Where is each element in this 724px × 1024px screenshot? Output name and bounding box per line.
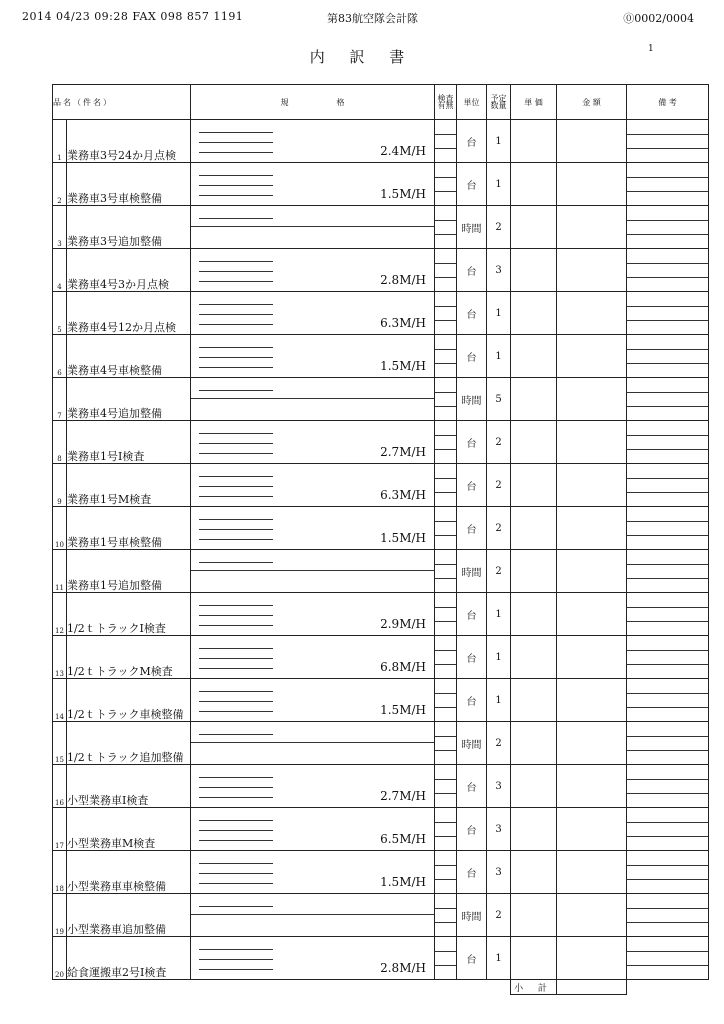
row-spec <box>191 636 435 679</box>
row-remarks <box>627 636 709 679</box>
row-spec-value: 2.9M/H <box>380 617 426 631</box>
row-check <box>435 421 457 464</box>
row-check <box>435 163 457 206</box>
row-check <box>435 292 457 335</box>
row-unit: 時間 <box>457 550 487 593</box>
row-item-name: 業務車1号Ⅰ検査 <box>67 421 191 464</box>
row-amount <box>557 464 627 507</box>
row-unit: 台 <box>457 120 487 163</box>
row-check <box>435 550 457 593</box>
row-check <box>435 507 457 550</box>
row-remarks <box>627 550 709 593</box>
row-qty: 2 <box>487 421 511 464</box>
row-remarks <box>627 120 709 163</box>
row-amount <box>557 679 627 722</box>
row-number: 10 <box>53 507 67 550</box>
table-row <box>53 593 709 636</box>
row-spec-value: 2.7M/H <box>380 445 426 459</box>
row-price <box>511 765 557 808</box>
row-item-name: 業務車3号追加整備 <box>67 206 191 249</box>
row-spec-value: 1.5M/H <box>380 187 426 201</box>
row-number: 13 <box>53 636 67 679</box>
row-price <box>511 292 557 335</box>
table-row <box>53 851 709 894</box>
row-amount <box>557 507 627 550</box>
row-amount <box>557 120 627 163</box>
col-header-spec: 規 格 <box>191 85 435 120</box>
row-spec <box>191 120 435 163</box>
row-qty: 3 <box>487 808 511 851</box>
row-remarks <box>627 206 709 249</box>
row-price <box>511 507 557 550</box>
row-spec-value: 6.8M/H <box>380 660 426 674</box>
breakdown-table <box>52 84 709 995</box>
row-item-name: 1/2ｔトラックM検査 <box>67 636 191 679</box>
row-spec-value: 2.8M/H <box>380 273 426 287</box>
table-row <box>53 550 709 593</box>
table-row <box>53 808 709 851</box>
row-number: 5 <box>53 292 67 335</box>
row-item-name: 業務車3号車検整備 <box>67 163 191 206</box>
table-row <box>53 206 709 249</box>
header-row <box>53 85 709 120</box>
row-number: 3 <box>53 206 67 249</box>
row-amount <box>557 937 627 980</box>
row-price <box>511 679 557 722</box>
row-number: 16 <box>53 765 67 808</box>
row-amount <box>557 249 627 292</box>
row-price <box>511 550 557 593</box>
row-unit: 台 <box>457 335 487 378</box>
row-number: 19 <box>53 894 67 937</box>
row-number: 14 <box>53 679 67 722</box>
row-unit: 台 <box>457 292 487 335</box>
row-unit: 時間 <box>457 206 487 249</box>
row-qty: 2 <box>487 206 511 249</box>
row-spec-value: 1.5M/H <box>380 875 426 889</box>
table-row <box>53 120 709 163</box>
row-spec <box>191 679 435 722</box>
row-amount <box>557 851 627 894</box>
col-header-item: 品名（件名） <box>53 85 191 120</box>
row-check <box>435 937 457 980</box>
row-price <box>511 249 557 292</box>
row-unit: 台 <box>457 249 487 292</box>
table-row <box>53 292 709 335</box>
row-number: 18 <box>53 851 67 894</box>
table-row <box>53 335 709 378</box>
row-unit: 台 <box>457 464 487 507</box>
row-spec <box>191 378 435 421</box>
table-row <box>53 163 709 206</box>
row-spec <box>191 937 435 980</box>
row-spec <box>191 851 435 894</box>
row-item-name: 業務車3号24か月点検 <box>67 120 191 163</box>
table-row <box>53 421 709 464</box>
document-title: 内 訳 書 <box>309 48 415 66</box>
row-unit: 台 <box>457 593 487 636</box>
row-amount <box>557 636 627 679</box>
row-qty: 1 <box>487 120 511 163</box>
row-remarks <box>627 765 709 808</box>
table-body <box>53 120 709 980</box>
row-unit: 台 <box>457 937 487 980</box>
table-row <box>53 249 709 292</box>
row-amount <box>557 421 627 464</box>
row-amount <box>557 593 627 636</box>
row-spec-value: 6.5M/H <box>380 832 426 846</box>
row-number: 17 <box>53 808 67 851</box>
row-spec-value: 1.5M/H <box>380 359 426 373</box>
row-price <box>511 120 557 163</box>
row-spec-value: 2.4M/H <box>380 144 426 158</box>
fax-page-counter: ⓪0002/0004 <box>623 12 694 25</box>
row-qty: 5 <box>487 378 511 421</box>
row-check <box>435 636 457 679</box>
row-spec <box>191 421 435 464</box>
row-remarks <box>627 421 709 464</box>
row-price <box>511 808 557 851</box>
col-header-qty: 予定数量 <box>487 85 511 120</box>
row-amount <box>557 378 627 421</box>
subtotal-row <box>53 980 709 995</box>
row-item-name: 業務車1号M検査 <box>67 464 191 507</box>
row-remarks <box>627 937 709 980</box>
row-qty: 3 <box>487 249 511 292</box>
table-row <box>53 937 709 980</box>
col-header-check: 検査有無 <box>435 85 457 120</box>
row-qty: 2 <box>487 507 511 550</box>
row-number: 9 <box>53 464 67 507</box>
row-spec <box>191 507 435 550</box>
row-unit: 台 <box>457 636 487 679</box>
row-item-name: 小型業務車追加整備 <box>67 894 191 937</box>
row-spec <box>191 722 435 765</box>
row-item-name: 小型業務車Ⅰ検査 <box>67 765 191 808</box>
row-remarks <box>627 808 709 851</box>
row-spec-value: 2.7M/H <box>380 789 426 803</box>
row-unit: 時間 <box>457 894 487 937</box>
row-price <box>511 894 557 937</box>
row-check <box>435 335 457 378</box>
row-number: 7 <box>53 378 67 421</box>
row-qty: 3 <box>487 765 511 808</box>
row-remarks <box>627 249 709 292</box>
row-check <box>435 593 457 636</box>
table-row <box>53 722 709 765</box>
row-item-name: 業務車1号車検整備 <box>67 507 191 550</box>
row-remarks <box>627 851 709 894</box>
row-item-name: 業務車4号追加整備 <box>67 378 191 421</box>
row-amount <box>557 894 627 937</box>
row-check <box>435 808 457 851</box>
row-number: 12 <box>53 593 67 636</box>
row-item-name: 1/2ｔトラック追加整備 <box>67 722 191 765</box>
row-unit: 台 <box>457 421 487 464</box>
row-check <box>435 464 457 507</box>
row-number: 15 <box>53 722 67 765</box>
row-number: 6 <box>53 335 67 378</box>
row-spec-value: 1.5M/H <box>380 703 426 717</box>
subtotal-amount <box>557 980 627 995</box>
row-price <box>511 163 557 206</box>
row-spec <box>191 163 435 206</box>
row-check <box>435 894 457 937</box>
row-price <box>511 421 557 464</box>
row-unit: 台 <box>457 163 487 206</box>
row-item-name: 給食運搬車2号Ⅰ検査 <box>67 937 191 980</box>
row-item-name: 業務車4号12か月点検 <box>67 292 191 335</box>
row-qty: 1 <box>487 593 511 636</box>
row-item-name: 小型業務車車検整備 <box>67 851 191 894</box>
row-item-name: 業務車4号車検整備 <box>67 335 191 378</box>
row-qty: 2 <box>487 464 511 507</box>
row-remarks <box>627 894 709 937</box>
row-amount <box>557 292 627 335</box>
row-unit: 台 <box>457 765 487 808</box>
row-number: 2 <box>53 163 67 206</box>
fax-sender: 第83航空隊会計隊 <box>327 12 418 25</box>
row-qty: 2 <box>487 550 511 593</box>
table-row <box>53 679 709 722</box>
row-check <box>435 206 457 249</box>
row-qty: 1 <box>487 292 511 335</box>
row-amount <box>557 163 627 206</box>
subtotal-label: 小 計 <box>511 980 557 995</box>
row-remarks <box>627 378 709 421</box>
row-price <box>511 722 557 765</box>
table-row <box>53 765 709 808</box>
row-price <box>511 593 557 636</box>
row-amount <box>557 808 627 851</box>
row-remarks <box>627 464 709 507</box>
row-amount <box>557 550 627 593</box>
row-item-name: 業務車1号追加整備 <box>67 550 191 593</box>
row-check <box>435 120 457 163</box>
row-check <box>435 679 457 722</box>
row-number: 4 <box>53 249 67 292</box>
row-spec <box>191 292 435 335</box>
row-spec <box>191 249 435 292</box>
row-spec <box>191 765 435 808</box>
row-spec <box>191 808 435 851</box>
row-unit: 時間 <box>457 378 487 421</box>
table-row <box>53 464 709 507</box>
row-amount <box>557 722 627 765</box>
row-spec-value: 2.8M/H <box>380 961 426 975</box>
col-header-unit: 単位 <box>457 85 487 120</box>
row-unit: 台 <box>457 808 487 851</box>
row-remarks <box>627 335 709 378</box>
row-item-name: 1/2ｔトラック車検整備 <box>67 679 191 722</box>
row-qty: 1 <box>487 163 511 206</box>
row-spec-value: 6.3M/H <box>380 488 426 502</box>
row-spec <box>191 894 435 937</box>
col-header-remarks: 備 考 <box>627 85 709 120</box>
row-remarks <box>627 679 709 722</box>
row-spec <box>191 550 435 593</box>
row-amount <box>557 335 627 378</box>
row-qty: 1 <box>487 937 511 980</box>
row-price <box>511 378 557 421</box>
row-spec-value: 1.5M/H <box>380 531 426 545</box>
row-number: 8 <box>53 421 67 464</box>
row-remarks <box>627 163 709 206</box>
row-qty: 1 <box>487 679 511 722</box>
table-row <box>53 378 709 421</box>
row-spec <box>191 335 435 378</box>
row-spec <box>191 464 435 507</box>
row-price <box>511 335 557 378</box>
row-number: 11 <box>53 550 67 593</box>
row-unit: 台 <box>457 679 487 722</box>
row-spec <box>191 593 435 636</box>
row-price <box>511 636 557 679</box>
row-qty: 1 <box>487 636 511 679</box>
fax-header <box>22 10 694 26</box>
row-qty: 2 <box>487 722 511 765</box>
row-price <box>511 937 557 980</box>
fax-timestamp: 2014 04/23 09:28 FAX 098 857 1191 <box>22 10 244 23</box>
row-unit: 時間 <box>457 722 487 765</box>
row-number: 1 <box>53 120 67 163</box>
row-price <box>511 206 557 249</box>
row-remarks <box>627 507 709 550</box>
row-item-name: 業務車4号3か月点検 <box>67 249 191 292</box>
row-item-name: 1/2ｔトラックⅠ検査 <box>67 593 191 636</box>
row-remarks <box>627 722 709 765</box>
col-header-amount: 金 額 <box>557 85 627 120</box>
row-spec <box>191 206 435 249</box>
row-check <box>435 722 457 765</box>
row-check <box>435 378 457 421</box>
row-check <box>435 249 457 292</box>
table-row <box>53 894 709 937</box>
row-remarks <box>627 593 709 636</box>
row-check <box>435 851 457 894</box>
row-item-name: 小型業務車M検査 <box>67 808 191 851</box>
col-header-price: 単 価 <box>511 85 557 120</box>
row-unit: 台 <box>457 851 487 894</box>
row-price <box>511 464 557 507</box>
row-qty: 3 <box>487 851 511 894</box>
page-number: 1 <box>648 44 654 54</box>
table-row <box>53 636 709 679</box>
row-amount <box>557 206 627 249</box>
row-check <box>435 765 457 808</box>
table-row <box>53 507 709 550</box>
row-amount <box>557 765 627 808</box>
row-number: 20 <box>53 937 67 980</box>
row-qty: 1 <box>487 335 511 378</box>
row-remarks <box>627 292 709 335</box>
row-spec-value: 6.3M/H <box>380 316 426 330</box>
row-price <box>511 851 557 894</box>
row-qty: 2 <box>487 894 511 937</box>
row-unit: 台 <box>457 507 487 550</box>
